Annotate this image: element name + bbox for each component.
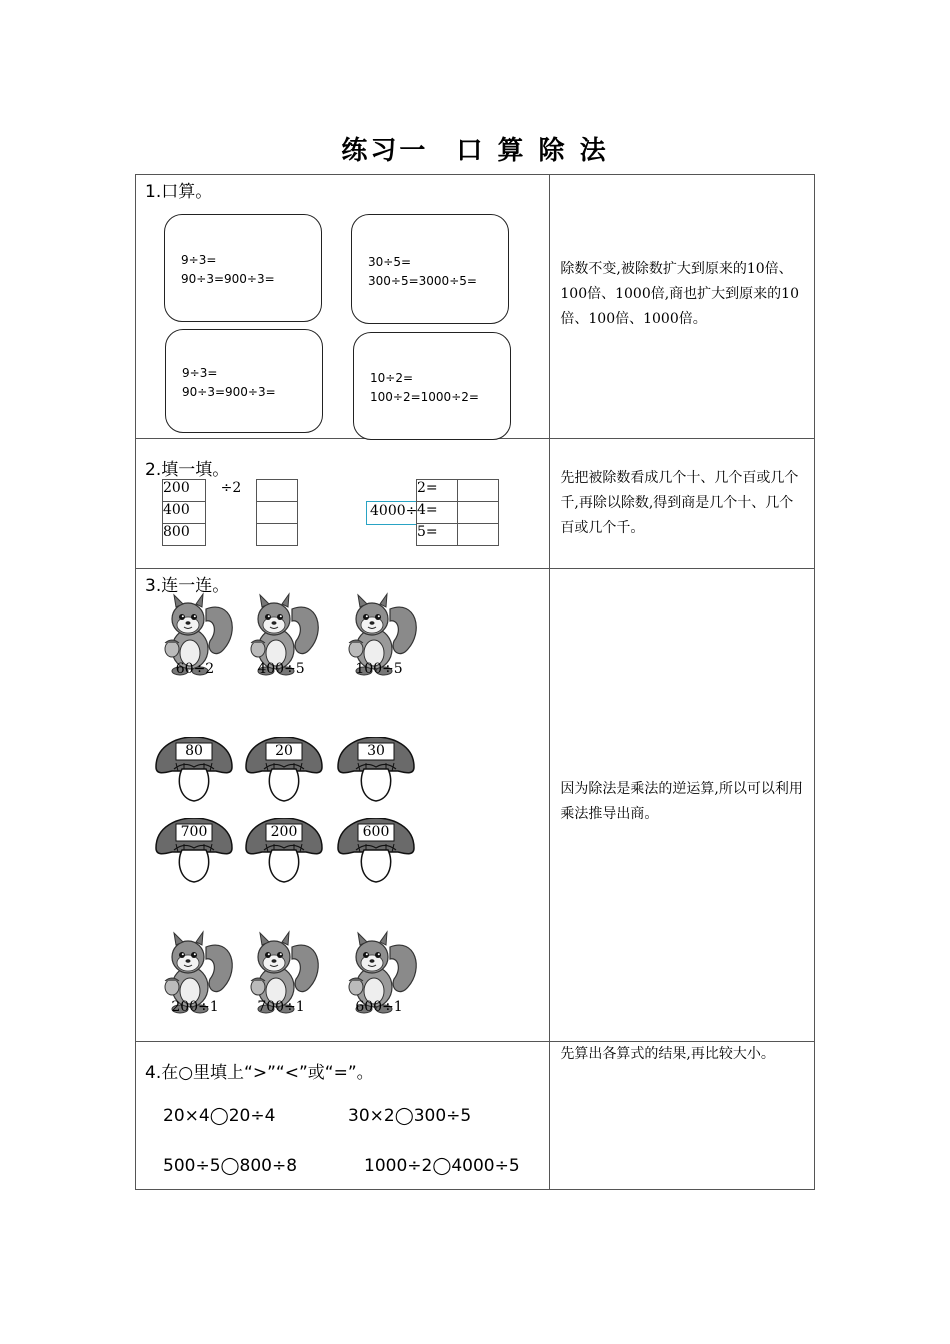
q1-note: 除数不变,被除数扩大到原来的10倍、100倍、1000倍,商也扩大到原来的10倍、100倍、1000倍。	[560, 261, 799, 327]
q2-note: 先把被除数看成几个十、几个百或几个千,再除以除数,得到商是几个十、几个百或几个千。	[560, 470, 799, 536]
divisor-cell: 2=	[417, 480, 458, 502]
q4-note: 先算出各算式的结果,再比较大小。	[560, 1046, 775, 1062]
q4-title: 4.在○里填上“>”“<”或“=”。	[145, 1063, 374, 1083]
calc-line: 90÷3=900÷3=	[182, 385, 276, 399]
compare-item[interactable]: 1000÷2◯4000÷5	[364, 1156, 520, 1176]
divisor-cell: 5=	[417, 524, 458, 546]
q1-title: 1.口算。	[145, 182, 213, 202]
q3-title: 3.连一连。	[145, 576, 230, 596]
title-part2: 口 算 除 法	[456, 136, 609, 166]
compare-item[interactable]: 30×2◯300÷5	[348, 1106, 472, 1126]
mushroom-value[interactable]: 80	[185, 743, 203, 759]
fill-table-right	[416, 479, 499, 546]
calc-box	[351, 214, 509, 324]
q2-note-cell	[550, 439, 815, 569]
squirrel-expression[interactable]: 100÷5	[355, 661, 403, 677]
mushroom-value[interactable]: 200	[270, 824, 298, 840]
squirrel-expression[interactable]: 600÷1	[355, 999, 403, 1015]
calc-box	[353, 332, 511, 440]
row-q2	[136, 439, 815, 569]
mushroom-value[interactable]: 600	[362, 824, 390, 840]
answer-box[interactable]	[458, 502, 499, 524]
q1-note-cell	[550, 175, 815, 439]
mushroom-value[interactable]: 20	[275, 743, 293, 759]
calc-line: 10÷2=	[370, 371, 414, 385]
q3-cell	[136, 569, 550, 1042]
divisor-label: ÷2	[220, 479, 242, 496]
page-title	[0, 130, 950, 167]
squirrel-expression[interactable]: 60÷2	[175, 661, 215, 677]
q1-cell	[136, 175, 550, 439]
mushroom-value[interactable]: 30	[367, 743, 385, 759]
calc-box	[164, 214, 322, 322]
q3-note-cell	[550, 569, 815, 1042]
prefix-label: 4000÷	[370, 503, 418, 519]
exercise-table	[135, 174, 815, 1190]
mushroom-value[interactable]: 700	[180, 824, 208, 840]
q4-cell	[136, 1042, 550, 1190]
fill-table-left	[162, 479, 298, 546]
dividend-cell: 400	[163, 502, 206, 524]
squirrel-expression[interactable]: 700÷1	[257, 999, 305, 1015]
divisor-cell: 4=	[417, 502, 458, 524]
title-part1: 练习一	[341, 136, 429, 166]
q3-note: 因为除法是乘法的逆运算,所以可以利用乘法推导出商。	[560, 781, 803, 822]
calc-line: 9÷3=	[182, 366, 218, 380]
dividend-cell: 800	[163, 524, 206, 546]
calc-line: 100÷2=1000÷2=	[370, 390, 479, 404]
calc-box	[165, 329, 323, 433]
q2-title: 2.填一填。	[145, 460, 230, 480]
q2-cell	[136, 439, 550, 569]
row-q3	[136, 569, 815, 1042]
answer-box[interactable]	[257, 524, 298, 546]
squirrel-expression[interactable]: 400÷5	[257, 661, 305, 677]
calc-line: 300÷5=3000÷5=	[368, 274, 477, 288]
answer-box[interactable]	[257, 480, 298, 502]
compare-item[interactable]: 20×4◯20÷4	[163, 1106, 276, 1126]
row-q4	[136, 1042, 815, 1190]
calc-line: 30÷5=	[368, 255, 412, 269]
q4-note-cell	[550, 1042, 815, 1190]
row-q1	[136, 175, 815, 439]
answer-box[interactable]	[257, 502, 298, 524]
calc-line: 9÷3=	[181, 253, 217, 267]
compare-item[interactable]: 500÷5◯800÷8	[163, 1156, 298, 1176]
answer-box[interactable]	[458, 524, 499, 546]
answer-box[interactable]	[458, 480, 499, 502]
calc-line: 90÷3=900÷3=	[181, 272, 275, 286]
squirrel-expression[interactable]: 200÷1	[171, 999, 219, 1015]
dividend-cell: 200	[163, 480, 206, 502]
